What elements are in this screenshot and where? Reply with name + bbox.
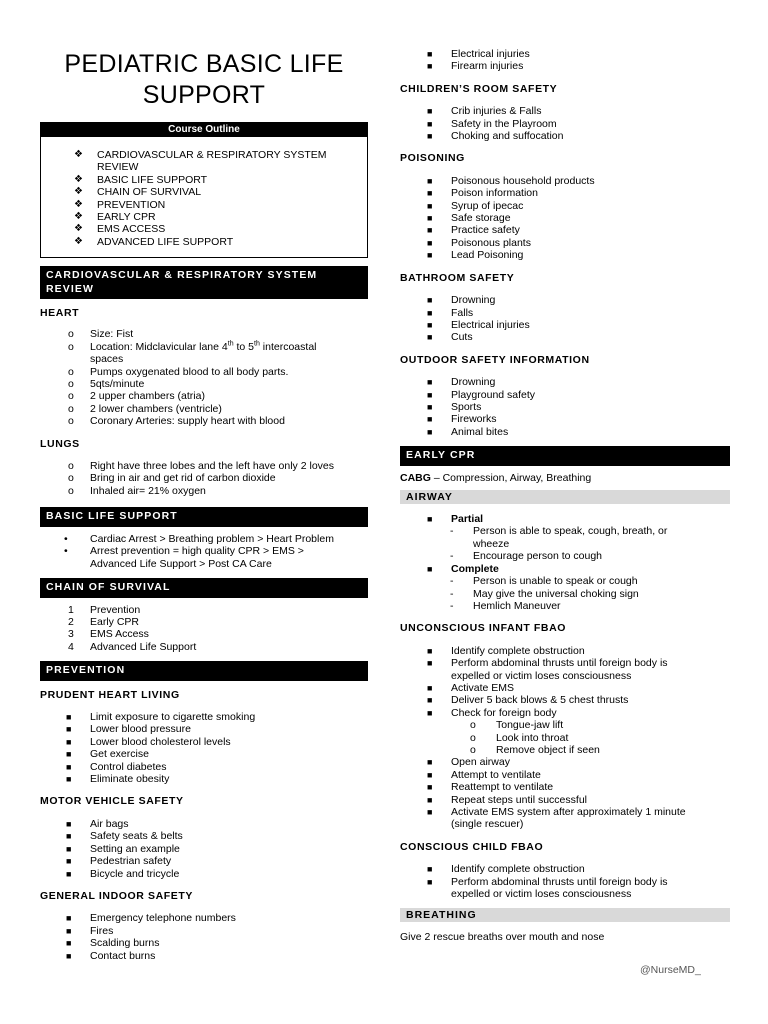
cabg-line: CABG – Compression, Airway, Breathing: [400, 471, 592, 484]
sub-list-item: o Tongue-jaw lift: [470, 719, 564, 732]
course-outline-box: [40, 122, 368, 258]
author-credit: @NurseMD_: [640, 964, 701, 976]
diamond-bullet-icon: ❖: [74, 223, 83, 235]
motor-vehicle-heading: MOTOR VEHICLE SAFETY: [40, 795, 184, 808]
section-heading-prevention: PREVENTION: [40, 661, 368, 681]
airway-heading: AIRWAY: [400, 490, 730, 504]
outline-item: ❖ CARDIOVASCULAR & RESPIRATORY SYSTEM REVIEW: [74, 149, 327, 174]
list-item: ■ Syrup of ipecac: [427, 199, 524, 212]
list-item: ■ Contact burns: [66, 949, 156, 962]
list-item: ■ Complete: [427, 562, 499, 575]
list-item: ■ Lead Poisoning: [427, 249, 524, 262]
list-item: ■ Emergency telephone numbers: [66, 912, 236, 925]
list-item: ■ Animal bites: [427, 425, 509, 438]
list-item: 1 Prevention: [68, 603, 141, 616]
list-item: ■ Scalding burns: [66, 937, 160, 950]
diamond-bullet-icon: ❖: [74, 149, 83, 160]
list-item: ■ Sports: [427, 400, 482, 413]
sub-list-item: - May give the universal choking sign: [450, 587, 639, 600]
list-item: ■ Drowning: [427, 376, 496, 389]
heart-heading: HEART: [40, 307, 80, 319]
sub-list-item: - Encourage person to cough: [450, 550, 603, 563]
outline-item: ❖ ADVANCED LIFE SUPPORT: [74, 235, 234, 248]
indoor-safety-list-continued: [400, 48, 730, 73]
list-item: ■ Electrical injuries: [427, 318, 530, 331]
sub-list-item: - Person is unable to speak or cough: [450, 575, 638, 588]
sub-list-item-continued: wheeze: [473, 537, 510, 550]
poisoning-heading: POISONING: [400, 152, 465, 165]
list-item: ■ Eliminate obesity: [66, 773, 170, 786]
list-item: ■ Poison information: [427, 187, 538, 200]
chain-list: [40, 604, 368, 654]
list-item-continued: (single rescuer): [451, 818, 524, 831]
section-heading-chain: CHAIN OF SURVIVAL: [40, 578, 368, 598]
child-fbao-list: [400, 863, 730, 900]
list-item: 2 Early CPR: [68, 615, 140, 628]
list-item: ■ Limit exposure to cigarette smoking: [66, 711, 256, 724]
outdoor-safety-list: [400, 376, 730, 438]
infant-fbao-list: [400, 645, 730, 831]
breathing-text: Give 2 rescue breaths over mouth and nose: [400, 931, 605, 944]
list-item: ■ Lower blood pressure: [66, 723, 191, 736]
list-item: ■ Pedestrian safety: [66, 855, 172, 868]
lungs-heading: LUNGS: [40, 437, 80, 450]
diamond-bullet-icon: ❖: [74, 211, 83, 223]
prudent-heart-heading: PRUDENT HEART LIVING: [40, 688, 180, 701]
list-item: ■ Safety in the Playroom: [427, 117, 557, 130]
list-item: ■ Control diabetes: [66, 760, 167, 773]
outline-item: ❖ CHAIN OF SURVIVAL: [74, 186, 202, 199]
sub-list-item: o Look into throat: [470, 731, 569, 744]
list-item: ■ Drowning: [427, 294, 496, 307]
list-item: ■ Fireworks: [427, 413, 497, 426]
page-title: PEDIATRIC BASIC LIFE SUPPORT: [64, 50, 344, 109]
diamond-bullet-icon: ❖: [74, 186, 83, 198]
list-item: ■ Open airway: [427, 756, 510, 769]
list-item: o 2 lower chambers (ventricle): [68, 402, 222, 415]
list-item: o Coronary Arteries: supply heart with blood: [68, 415, 285, 428]
list-item: o Bring in air and get rid of carbon dioxide: [68, 472, 276, 485]
indoor-safety-list: [40, 912, 368, 962]
list-item: ■ Electrical injuries: [427, 48, 530, 60]
list-item: ■ Choking and suffocation: [427, 130, 564, 143]
list-item: ■ Get exercise: [66, 748, 149, 761]
childrens-room-list: [400, 105, 730, 142]
list-item: 3 EMS Access: [68, 628, 149, 641]
diamond-bullet-icon: ❖: [74, 235, 83, 247]
poisoning-list: [400, 175, 730, 262]
outline-item: ❖ PREVENTION: [74, 198, 166, 211]
list-item: ■ Identify complete obstruction: [427, 644, 585, 657]
course-outline-heading: Course Outline: [41, 123, 367, 137]
list-item: ■ Lower blood cholesterol levels: [66, 735, 231, 748]
bathroom-safety-heading: BATHROOM SAFETY: [400, 271, 515, 284]
list-item: ■ Air bags: [66, 817, 129, 830]
heart-list: [40, 328, 368, 427]
sub-list-item: - Person is able to speak, cough, breath, or: [450, 525, 668, 538]
list-item: ■ Cuts: [427, 331, 473, 344]
course-outline-list: [41, 137, 367, 248]
list-item: o Size: Fist: [68, 328, 134, 341]
outline-item: ❖ EARLY CPR: [74, 211, 156, 224]
list-item: ■ Partial: [427, 513, 484, 526]
list-item: o 2 upper chambers (atria): [68, 390, 205, 403]
diamond-bullet-icon: ❖: [74, 173, 83, 185]
list-item: ■ Firearm injuries: [427, 60, 524, 73]
list-item: ■ Fires: [66, 924, 114, 937]
list-item: ■ Bicycle and tricycle: [66, 867, 180, 880]
list-item: ■ Practice safety: [427, 224, 520, 237]
list-item: ■ Poisonous household products: [427, 174, 595, 187]
list-item: o 5qts/minute: [68, 378, 145, 391]
list-item: ■ Repeat steps until successful: [427, 793, 587, 806]
list-item: o Location: Midclavicular lane 4th to 5th intercoastal: [68, 340, 317, 353]
list-item: ■ Playground safety: [427, 388, 536, 401]
list-item: ■ Identify complete obstruction: [427, 863, 585, 876]
list-item-continued: spaces: [90, 353, 124, 366]
outline-item: ❖ EMS ACCESS: [74, 223, 166, 236]
section-heading-early-cpr: EARLY CPR: [400, 446, 730, 466]
list-item: ■ Attempt to ventilate: [427, 768, 541, 781]
list-item-continued: expelled or victim loses consciousness: [451, 888, 632, 901]
outline-item: ❖ BASIC LIFE SUPPORT: [74, 173, 208, 186]
list-item: ■ Perform abdominal thrusts until foreign body is: [427, 657, 668, 670]
section-heading-bls: BASIC LIFE SUPPORT: [40, 507, 368, 527]
airway-list: [400, 513, 730, 612]
outdoor-safety-heading: OUTDOOR SAFETY INFORMATION: [400, 353, 590, 366]
list-item: • Cardiac Arrest > Breathing problem > Heart Problem: [64, 532, 334, 545]
indoor-safety-heading: GENERAL INDOOR SAFETY: [40, 889, 194, 902]
infant-fbao-heading: UNCONSCIOUS INFANT FBAO: [400, 622, 567, 635]
list-item: ■ Deliver 5 back blows & 5 chest thrusts: [427, 694, 629, 707]
prudent-heart-list: [40, 711, 368, 785]
list-item: ■ Safe storage: [427, 212, 511, 225]
motor-vehicle-list: [40, 818, 368, 880]
diamond-bullet-icon: ❖: [74, 198, 83, 210]
sub-list-item: o Remove object if seen: [470, 743, 600, 756]
list-item: • Arrest prevention = high quality CPR > EMS >: [64, 545, 304, 558]
list-item: o Pumps oxygenated blood to all body parts.: [68, 365, 289, 378]
lungs-list: [40, 460, 368, 497]
list-item: 4 Advanced Life Support: [68, 640, 197, 653]
section-heading-cardio: CARDIOVASCULAR & RESPIRATORY SYSTEM REVIEW: [40, 266, 368, 299]
list-item: ■ Reattempt to ventilate: [427, 781, 554, 794]
list-item-continued: Advanced Life Support > Post CA Care: [90, 557, 272, 570]
list-item: ■ Activate EMS system after approximately 1 minute: [427, 806, 686, 818]
list-item: o Right have three lobes and the left have only 2 loves: [68, 460, 334, 473]
left-column: [40, 0, 368, 962]
list-item: ■ Perform abdominal thrusts until foreign body is: [427, 875, 668, 888]
right-column: [400, 0, 730, 944]
list-item: ■ Poisonous plants: [427, 236, 531, 249]
list-item-continued: expelled or victim loses consciousness: [451, 669, 632, 682]
bls-list: [40, 533, 368, 570]
list-item: ■ Setting an example: [66, 842, 180, 855]
breathing-heading: BREATHING: [400, 908, 730, 922]
list-item: ■ Falls: [427, 306, 474, 319]
list-item: ■ Activate EMS: [427, 681, 515, 694]
list-item: o Inhaled air= 21% oxygen: [68, 484, 206, 497]
childrens-room-heading: CHILDREN’S ROOM SAFETY: [400, 82, 558, 95]
sub-list-item: - Hemlich Maneuver: [450, 599, 561, 612]
child-fbao-heading: CONSCIOUS CHILD FBAO: [400, 840, 544, 853]
list-item: ■ Check for foreign body: [427, 706, 557, 719]
list-item: ■ Safety seats & belts: [66, 830, 183, 843]
list-item: ■ Crib injuries & Falls: [427, 105, 542, 118]
bathroom-safety-list: [400, 294, 730, 344]
